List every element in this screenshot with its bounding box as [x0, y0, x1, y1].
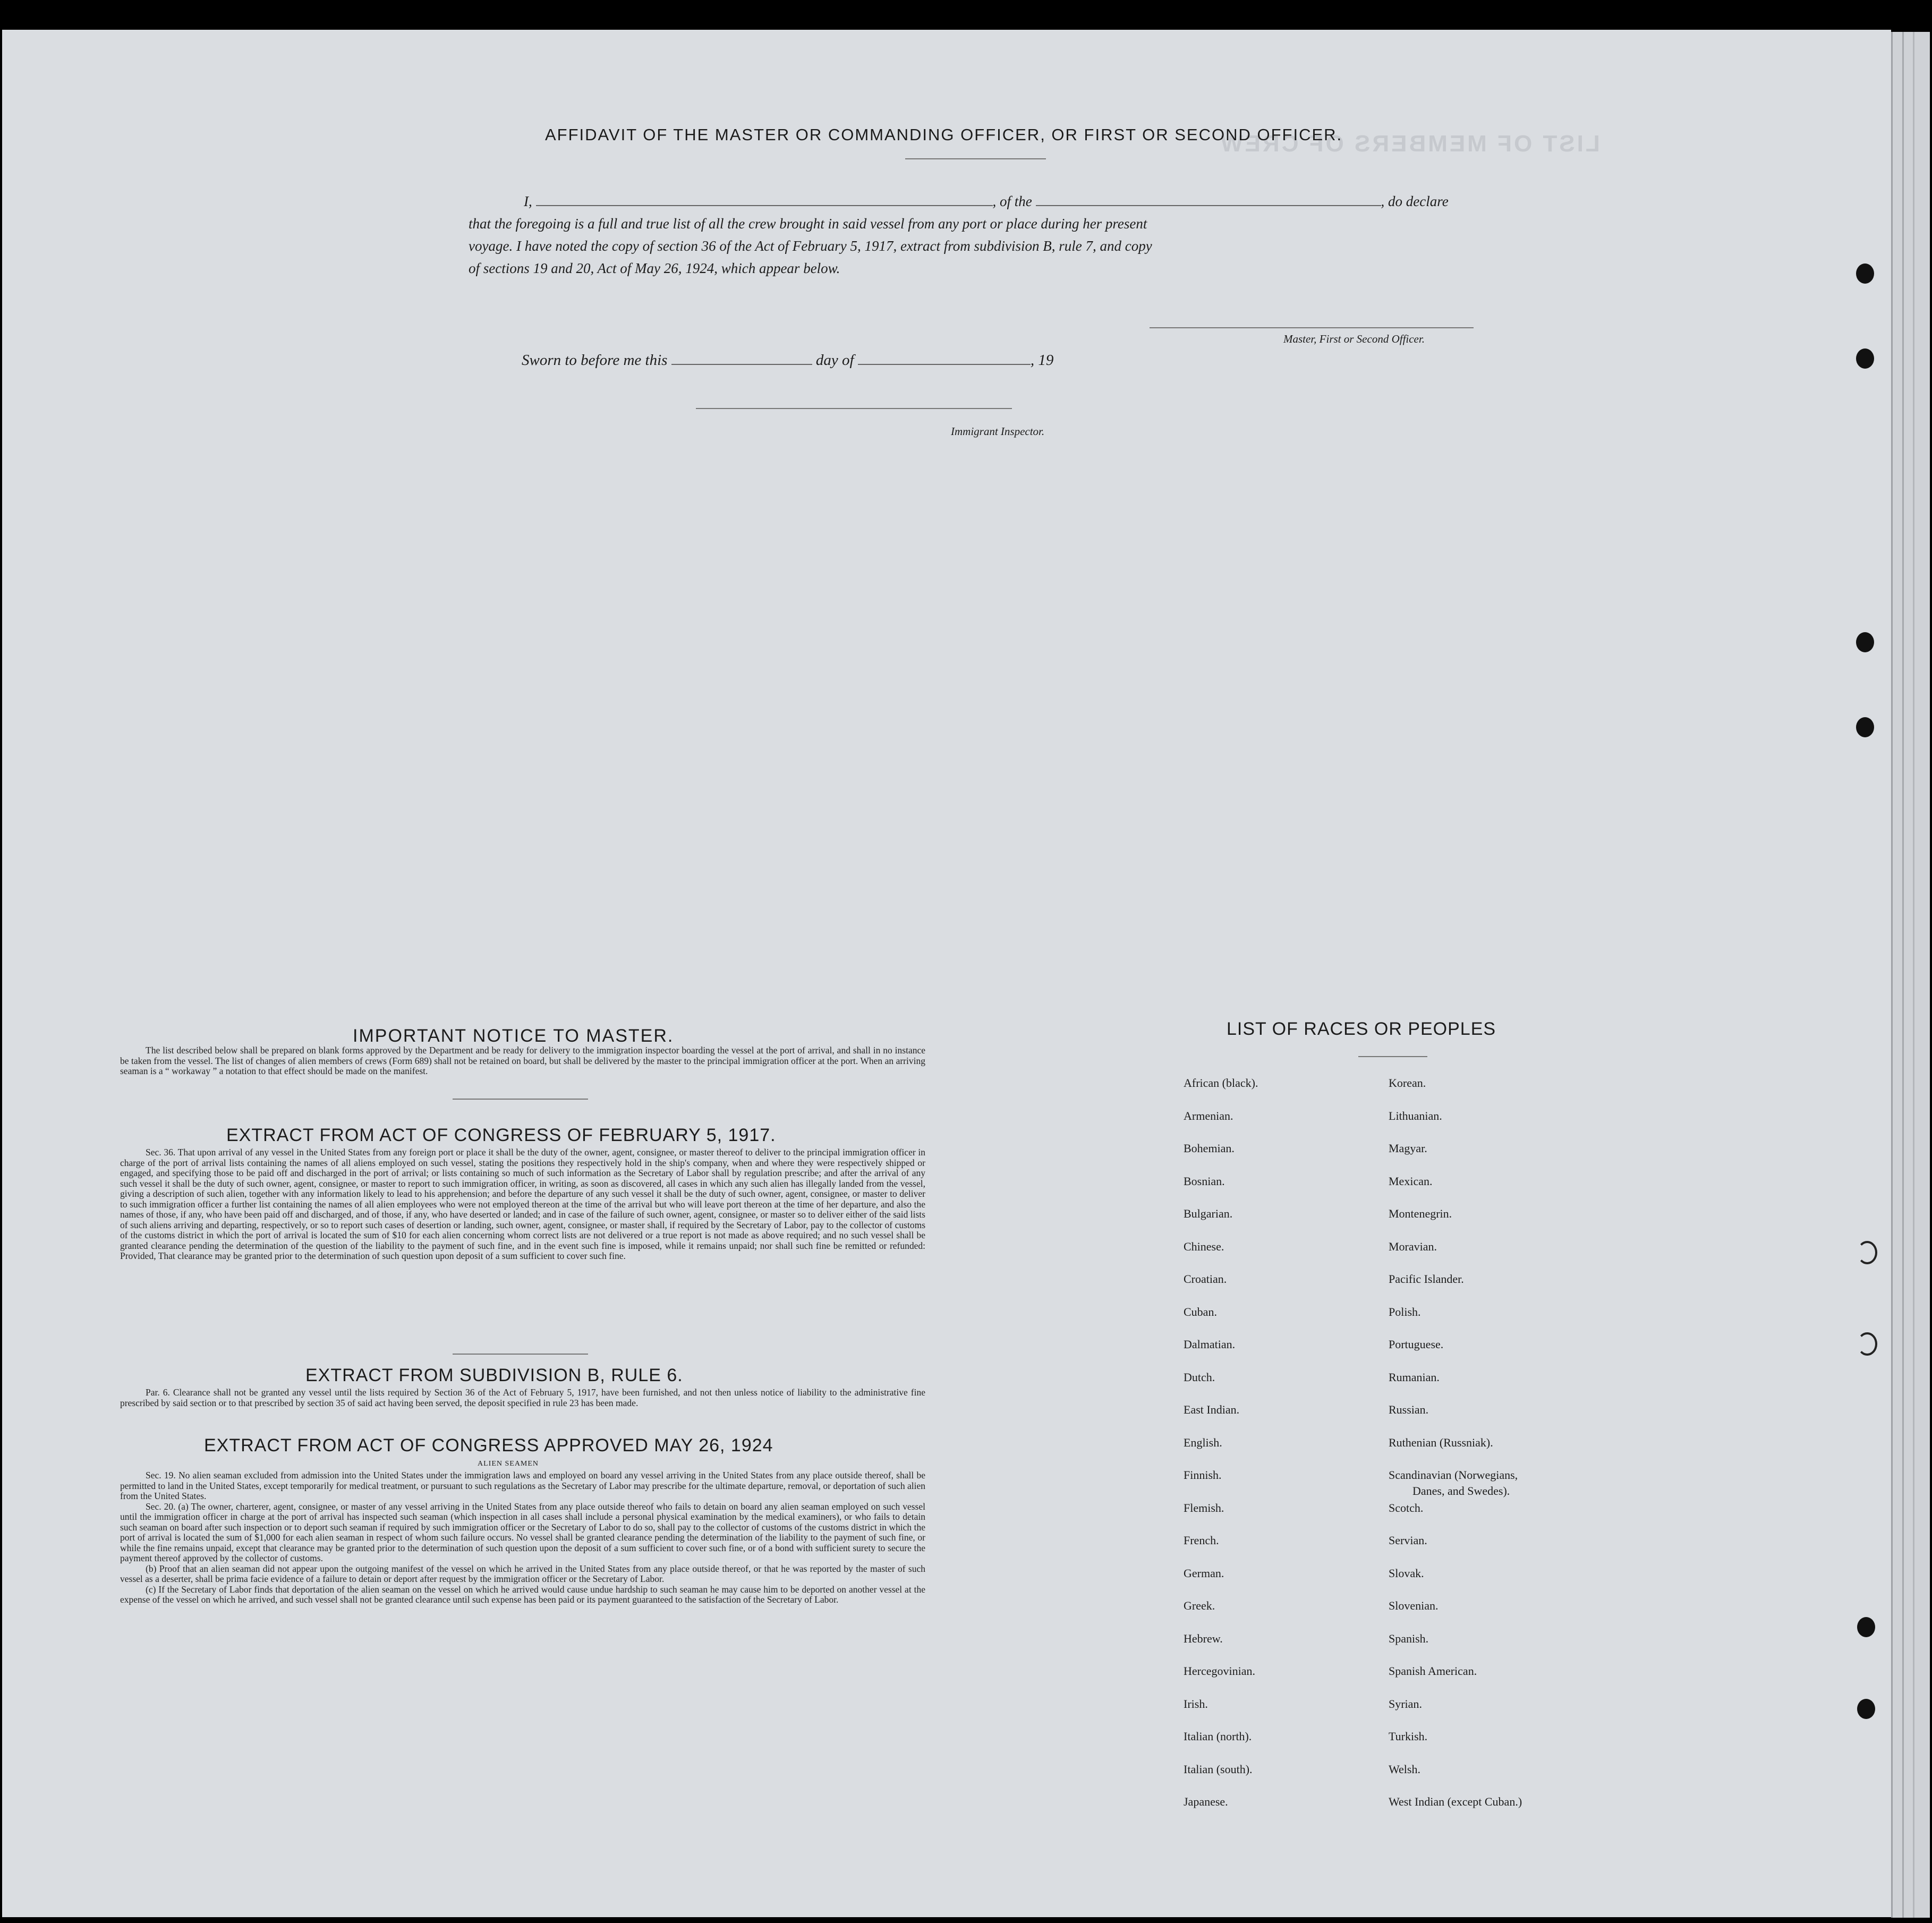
race-item-right: Slovak. — [1389, 1566, 1424, 1580]
punch-hole — [1856, 632, 1874, 652]
race-item-left: Chinese. — [1184, 1239, 1224, 1253]
sec19-text: Sec. 19. No alien seaman excluded from admission into the United States under the immigration laws and employed on board any vessel arriving in the United States from any place outside thereof, shall be permitted to land in the United States, except temporarily for medical treatment, or pursuant to such regulations as the Secretary of Labor may prescribe for the ultimate departure, removal, or deportation of such alien from the United States. — [120, 1470, 925, 1501]
race-item-right: Scotch. — [1389, 1501, 1424, 1514]
sec20b-text: (b) Proof that an alien seaman did not appear upon the outgoing manifest of the vessel on which he arrived in the United States from any place outside thereof, or that he was reported by the master of such vessel as a deserter, shall be prima facie evidence of a failure to detain or deport after request by the immigration officer or the Secretary of Labor. — [120, 1563, 925, 1584]
sworn-day-blank[interactable] — [671, 364, 812, 365]
stacked-page-edges — [1891, 32, 1930, 1918]
notice-rule — [453, 1099, 588, 1100]
extract-rule6-title: EXTRACT FROM SUBDIVISION B, RULE 6. — [305, 1365, 683, 1385]
punch-hole — [1857, 1617, 1875, 1637]
extract-rule6-text: Par. 6. Clearance shall not be granted any vessel until the lists required by Section 36 of the Act of February 5, 1917, have been furnished, and not then unless notice of liability to the administrative fine prescribed by said section or to that prescribed by section 35 of said act having been served, the deposit specified in rule 23 has been made. — [120, 1387, 925, 1408]
race-item-left: Croatian. — [1184, 1272, 1227, 1286]
race-item-right: Montenegrin. — [1389, 1207, 1452, 1220]
bleed-through-heading: LIST OF MEMBERS OF CREW — [1219, 131, 1600, 157]
master-signature-line[interactable] — [1150, 327, 1474, 328]
declaration-i: I, — [524, 193, 532, 209]
sworn-year: , 19 — [1030, 352, 1054, 369]
race-item-right: Russian. — [1389, 1403, 1429, 1416]
race-item-left: Bosnian. — [1184, 1174, 1225, 1188]
race-item-right: Korean. — [1389, 1076, 1426, 1090]
affidavit-line2: that the foregoing is a full and true list of all the crew brought in said vessel from any port or place during her present — [469, 216, 1147, 232]
race-item-right: Lithuanian. — [1389, 1109, 1442, 1122]
race-item-left: Dalmatian. — [1184, 1338, 1236, 1351]
name-blank[interactable] — [536, 205, 993, 206]
race-item-left: Japanese. — [1184, 1795, 1228, 1808]
race-item-left: African (black). — [1184, 1076, 1258, 1090]
form-page — [2, 30, 1891, 1917]
affidavit-title-rule — [905, 158, 1046, 159]
race-item-right: Polish. — [1389, 1305, 1421, 1318]
race-item-right: Spanish American. — [1389, 1664, 1477, 1678]
extract-rule6-body — [120, 1388, 925, 1408]
extract-1917-body — [120, 1147, 925, 1262]
race-item-left: Hercegovinian. — [1184, 1664, 1255, 1678]
race-item-left: Irish. — [1184, 1697, 1208, 1711]
punch-hole — [1856, 717, 1874, 737]
sworn-month-blank[interactable] — [858, 364, 1031, 365]
race-item-left: Armenian. — [1184, 1109, 1233, 1122]
race-item-right: Magyar. — [1389, 1142, 1427, 1155]
sworn-text: Sworn to before me this — [522, 352, 668, 369]
race-item-left: Bohemian. — [1184, 1142, 1235, 1155]
sec20c-text: (c) If the Secretary of Labor finds that deportation of the alien seaman on the vessel on which he arrived would cause undue hardship to such seaman he may cause him to be deported on another vessel at the expense of the vessel on which he arrived, and such vessel shall not be granted clearance until such expense has been paid or its payment guaranteed to the satisfaction of the Secretary of Labor. — [120, 1584, 925, 1605]
races-title: LIST OF RACES OR PEOPLES — [1227, 1019, 1496, 1039]
sec20a-text: Sec. 20. (a) The owner, charterer, agent, consignee, or master of any vessel arriving in the United States from any place outside thereof who fails to detain on board any alien seaman employed on such vessel until the immigration officer in charge at the port of arrival has inspected such seaman (which inspection in all cases shall include a personal physical examination by the medical examiners), or who fails to detain such seaman on board after such inspection or to deport such seaman if required by such immigration officer or the Secretary of Labor to do so, shall pay to the collector of customs of the customs district in which the port of arrival is located the sum of $1,000 for each alien seaman in respect of whom such failure occurs. No vessel shall be granted clearance pending the determination of the liability to the payment of such fine, or while the fine remains unpaid, except that clearance may be granted prior to the determination of such question upon the deposit of a sum sufficient to cover such fine, or of a bond with sufficient surety to secure the payment thereof approved by the collector of customs. — [120, 1501, 925, 1563]
race-item-left: Finnish. — [1184, 1468, 1222, 1482]
master-caption: Master, First or Second Officer. — [1283, 333, 1425, 345]
declaration-of-the: , of the — [992, 193, 1032, 209]
race-item-left: English. — [1184, 1435, 1222, 1449]
sworn-line — [522, 352, 1053, 369]
punch-hole-ring — [1857, 1332, 1877, 1356]
extract-1924-title: EXTRACT FROM ACT OF CONGRESS APPROVED MAY 26, 1924 — [204, 1435, 773, 1456]
affidavit-line3: voyage. I have noted the copy of section 36 of the Act of February 5, 1917, extract from subdivision B, rule 7, and copy — [469, 238, 1152, 254]
race-item-right: Slovenian. — [1389, 1599, 1439, 1612]
race-item-left: Greek. — [1184, 1599, 1215, 1612]
extract-1917-rule — [453, 1354, 588, 1355]
race-item-left: Hebrew. — [1184, 1631, 1223, 1645]
notice-text: The list described below shall be prepared on blank forms approved by the Department and be ready for delivery to the immigration inspector boarding the vessel at the port of arrival, and shall in no instance be taken from the vessel. The list of changes of alien members of crews (Form 689) shall not be retained on board, but shall be delivered by the master to the principal immigration officer at the port. When an arriving seaman is a “ workaway ” a notation to that effect should be made on the manifest. — [120, 1045, 925, 1076]
punch-hole — [1856, 348, 1874, 369]
race-item-left: Italian (south). — [1184, 1762, 1253, 1776]
race-item-left: Cuban. — [1184, 1305, 1217, 1318]
race-item-right: Servian. — [1389, 1534, 1427, 1547]
races-title-rule — [1358, 1056, 1427, 1057]
race-item-right: Spanish. — [1389, 1631, 1429, 1645]
extract-1924-subtitle: ALIEN SEAMEN — [478, 1460, 539, 1468]
notice-body — [120, 1045, 925, 1077]
sworn-day-of: day of — [815, 352, 854, 369]
race-item-left: Flemish. — [1184, 1501, 1224, 1514]
race-item-left: Dutch. — [1184, 1370, 1215, 1384]
race-item-right: Syrian. — [1389, 1697, 1422, 1711]
punch-hole — [1857, 1699, 1875, 1719]
race-item-left: French. — [1184, 1534, 1219, 1547]
declaration-do-declare: , do declare — [1381, 193, 1449, 209]
race-item-left: German. — [1184, 1566, 1224, 1580]
extract-1917-text: Sec. 36. That upon arrival of any vessel in the United States from any foreign port or place it shall be the duty of the owner, agent, consignee, or master thereof to deliver to the principal immigration officer in charge of the port of arrival lists containing the names of all aliens employed on such vessel, stating the positions they respectively hold in the ship's company, when and where they were respectively shipped or engaged, and specifying those to be paid off and discharged in the port of arrival; or lists containing so much of such information as the Secretary of Labor shall by regulation prescribe; and after the arrival of any such vessel it shall be the duty of such owner, agent, consignee, or master to report to such immigration officer, in writing, as soon as discovered, all cases in which any such alien has illegally landed from the vessel, giving a description of such alien, together with any information likely to lead to his apprehension; and before the departure of any such vessel it shall be the duty of such owner, agent, consignee, or master to deliver to such immigration officer a further list containing the names of all alien employees who were not employed thereon at the time of the arrival but who will leave port thereon at the time of her departure, and also the names of those, if any, who have been paid off and discharged, and of those, if any, who have deserted or landed; and in case of the failure of such owner, agent, consignee, or master so to deliver either of the said lists of such aliens arriving and departing, respectively, or so to report such cases of desertion or landing, such owner, agent, consignee, or master shall, if required by the Secretary of Labor, pay to the collector of customs of the customs district in which the port of arrival is located the sum of $10 for each alien concerning whom correct lists are not delivered or a true report is not made as above required; and no such vessel shall be granted clearance pending the determination of the question of the liability to the payment of such fine, and in the event such fine is imposed, while it remains unpaid; nor shall such fine be remitted or refunded: Provided, That clearance may be granted prior to the determination of such question upon deposit of a sum sufficient to cover such fine. — [120, 1147, 925, 1261]
race-scandinavian-continued: Danes, and Swedes). — [1412, 1484, 1510, 1497]
inspector-signature-line[interactable] — [696, 408, 1012, 409]
race-item-right: Mexican. — [1389, 1174, 1433, 1188]
affidavit-title: AFFIDAVIT OF THE MASTER OR COMMANDING OFFICER, OR FIRST OR SECOND OFFICER. — [545, 125, 1343, 144]
inspector-caption: Immigrant Inspector. — [951, 425, 1045, 438]
affidavit-line4: of sections 19 and 20, Act of May 26, 1924, which appear below. — [469, 260, 840, 276]
race-item-left: Italian (north). — [1184, 1730, 1252, 1743]
race-item-right: Welsh. — [1389, 1762, 1420, 1776]
punch-hole — [1856, 263, 1874, 284]
race-item-right: Rumanian. — [1389, 1370, 1440, 1384]
extract-1917-title: EXTRACT FROM ACT OF CONGRESS OF FEBRUARY 5, 1917. — [226, 1125, 776, 1145]
vessel-blank[interactable] — [1036, 205, 1381, 206]
race-item-left: East Indian. — [1184, 1403, 1240, 1416]
race-item-right: Portuguese. — [1389, 1338, 1444, 1351]
race-item-right: Pacific Islander. — [1389, 1272, 1464, 1286]
punch-hole-ring — [1857, 1241, 1877, 1264]
notice-title: IMPORTANT NOTICE TO MASTER. — [353, 1026, 674, 1046]
race-item-right: Moravian. — [1389, 1239, 1437, 1253]
race-item-right: West Indian (except Cuban.) — [1389, 1795, 1522, 1808]
race-item-right: Scandinavian (Norwegians, — [1389, 1468, 1518, 1482]
affidavit-declaration-line1 — [524, 193, 1449, 210]
extract-1924-body — [120, 1470, 925, 1605]
race-item-right: Ruthenian (Russniak). — [1389, 1435, 1493, 1449]
race-item-left: Bulgarian. — [1184, 1207, 1233, 1220]
race-item-right: Turkish. — [1389, 1730, 1428, 1743]
